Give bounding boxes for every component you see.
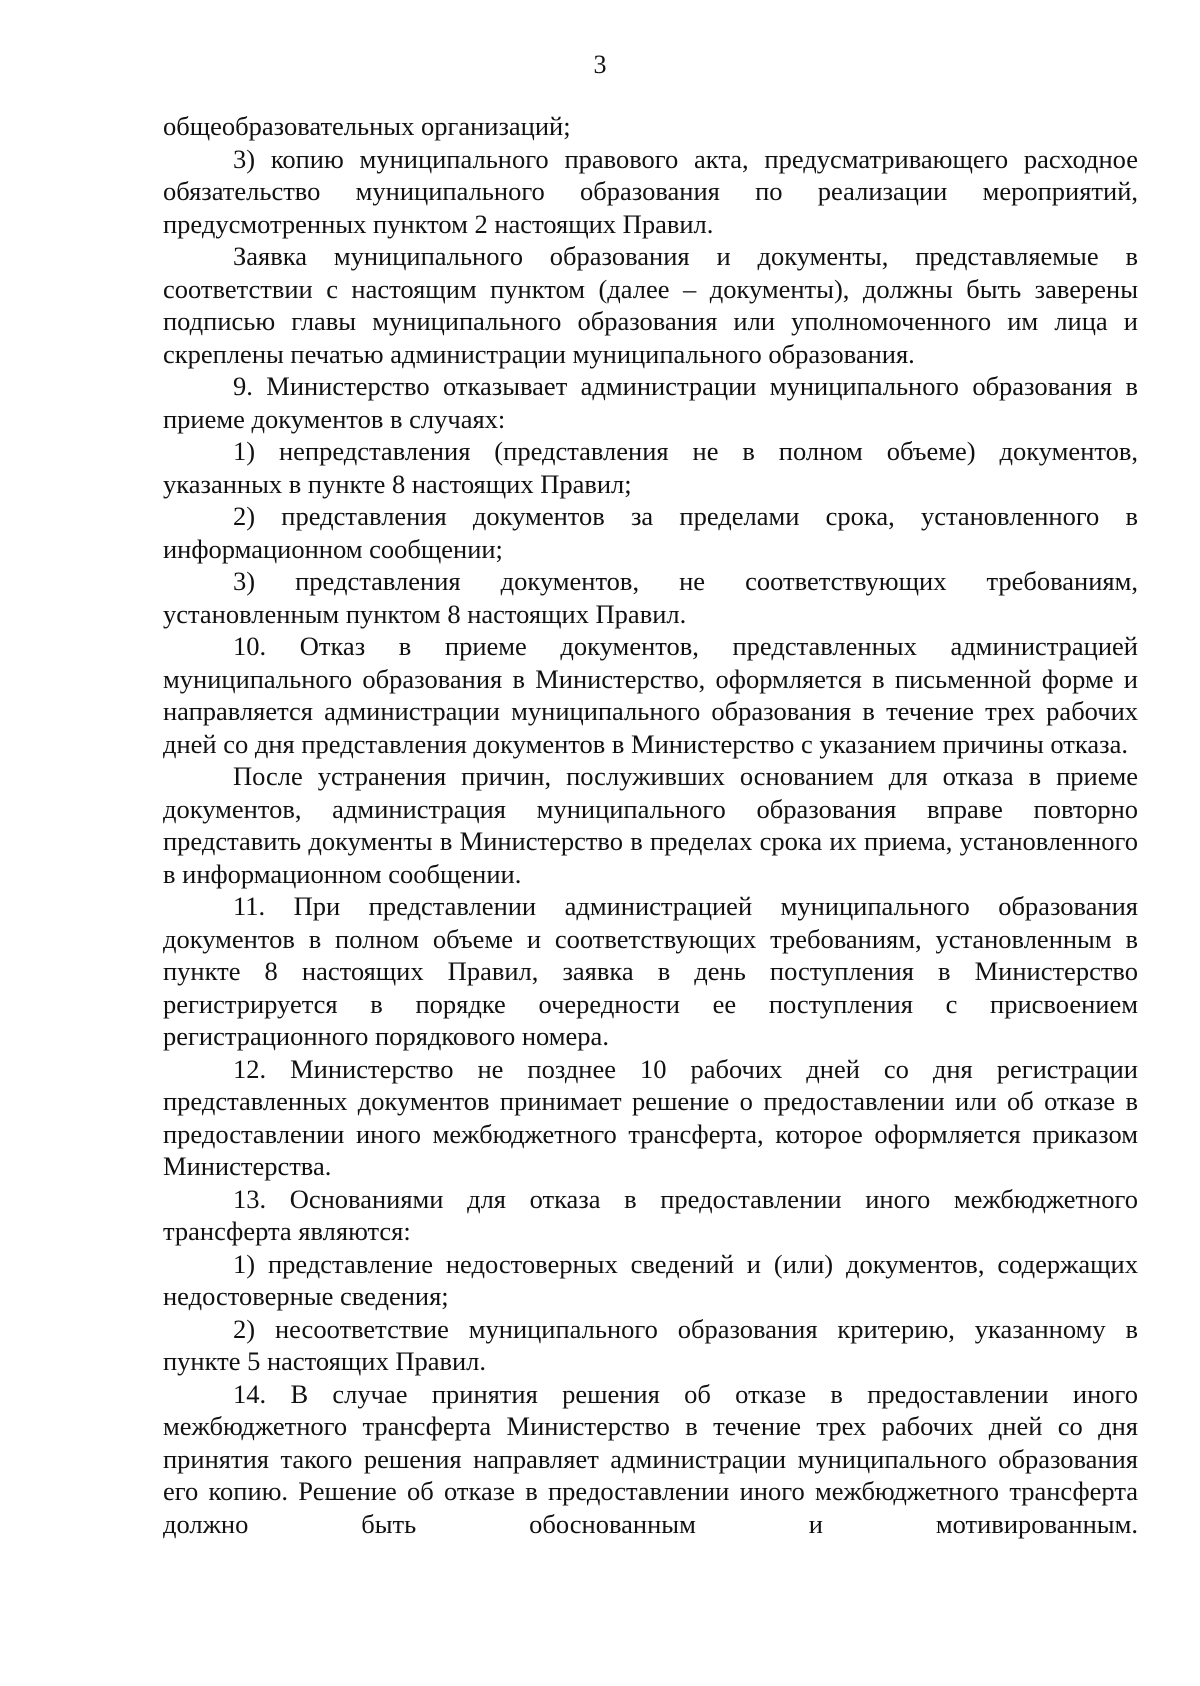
paragraph-continuation: общеобразовательных организаций; [163, 111, 571, 141]
clause-13-item-1: 1) представление недостоверных сведений и (или) документов, содержащих недостоверные сведения; [163, 1248, 1138, 1311]
clause-14: 14. В случае принятия решения об отказе в предоставлении иного межбюджетного трансферта Министерство в течение трех рабочих дней со дня принятия такого решения направляет администрации муниципального образования его копию. Решение об отказе в предоставлении иного межбюджетного трансферта должно быть обоснованным и мотивированным. [163, 1378, 1138, 1539]
clause-9-item-1: 1) непредставления (представления не в полном объеме) документов, указанных в пункте 8 настоящих Правил; [163, 436, 1138, 499]
clause-13-item-2: 2) несоответствие муниципального образования критерию, указанному в пункте 5 настоящих Правил. [163, 1313, 1138, 1376]
clause-10-resubmission: После устранения причин, послуживших основанием для отказа в приеме документов, администрация муниципального образования вправе повторно представить документы в Министерство в пределах срока их приема, установленного в информационном сообщении. [163, 761, 1138, 889]
paragraph-application-certification: Заявка муниципального образования и документы, представляемые в соответствии с настоящим пунктом (далее – документы), должны быть заверены подписью главы муниципального образования или уполномоченного им лица и скреплены печатью администрации муниципального образования. [163, 241, 1138, 369]
clause-12: 12. Министерство не позднее 10 рабочих дней со дня регистрации представленных документов принимает решение о предоставлении или об отказе в предоставлении иного межбюджетного трансферта, которое оформляется приказом Министерства. [163, 1053, 1138, 1181]
clause-9-item-3: 3) представления документов, не соответствующих требованиям, установленным пунктом 8 настоящих Правил. [163, 566, 1138, 629]
clause-10: 10. Отказ в приеме документов, представленных администрацией муниципального образования в Министерство, оформляется в письменной форме и направляется администрации муниципального образования в течение трех рабочих дней со дня представления документов в Министерство с указанием причины отказа. [163, 631, 1138, 759]
clause-9-item-2: 2) представления документов за пределами срока, установленного в информационном сообщении; [163, 501, 1138, 564]
list-item-municipal-act-copy: 3) копию муниципального правового акта, предусматривающего расходное обязательство муниципального образования по реализации мероприятий, предусмотренных пунктом 2 настоящих Правил. [163, 143, 1138, 239]
page-number: 3 [593, 50, 607, 79]
clause-11: 11. При представлении администрацией муниципального образования документов в полном объеме и соответствующих требованиям, установленным в пункте 8 настоящих Правил, заявка в день поступления в Министерство регистрируется в порядке очередности ее поступления с присвоением регистрационного порядкового номера. [163, 891, 1138, 1051]
document-body [163, 110, 1138, 1540]
clause-9: 9. Министерство отказывает администрации муниципального образования в приеме документов в случаях: [163, 371, 1138, 434]
clause-13: 13. Основаниями для отказа в предоставлении иного межбюджетного трансферта являются: [163, 1183, 1138, 1246]
